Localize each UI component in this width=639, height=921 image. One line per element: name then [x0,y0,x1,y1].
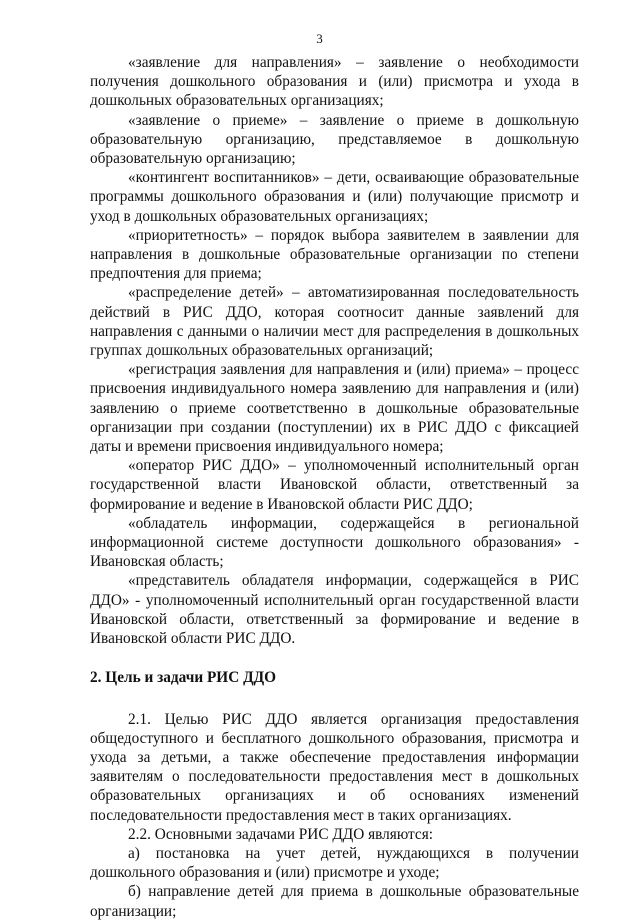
definition-paragraph: «приоритетность» – порядок выбора заявителем в заявлении для направления в дошкольные образовательные организации по степени предпочтения для приема; [90,226,579,283]
section-paragraph: 2.2. Основными задачами РИС ДДО являются: [128,825,434,843]
definition-paragraph: «заявление о приеме» – заявление о приеме в дошкольную образовательную организацию, представляемое в дошкольную образовательную организацию; [90,111,579,168]
definition-paragraph: «представитель обладателя информации, содержащейся в РИС ДДО» - уполномоченный исполнительный орган государственной власти Ивановской области, ответственный за формирование и ведение в Ивановской области РИС ДДО. [90,572,579,648]
definition-paragraph: «контингент воспитанников» – дети, осваивающие образовательные программы дошкольного образования и (или) получающие присмотр и уход в дошкольных образовательных организациях; [90,169,579,225]
section-heading: 2. Цель и задачи РИС ДДО [90,669,277,687]
page-number: 3 [316,31,323,46]
definition-paragraph: «распределение детей» – автоматизированная последовательность действий в РИС ДДО, которая соотносит данные заявлений для направления с данными о наличии мест для распределения в дошкольных группах дошкольных образовательных организаций; [90,284,579,360]
section-paragraph: б) направление детей для приема в дошкольные образовательные организации; [90,883,579,920]
definition-paragraph: «заявление для направления» – заявление о необходимости получения дошкольного образования и (или) присмотра и ухода в дошкольных образовательных организациях; [90,54,579,110]
section-paragraph: а) постановка на учет детей, нуждающихся в получении дошкольного образования и (или) присмотре и уходе; [90,844,579,882]
definition-paragraph: «оператор РИС ДДО» – уполномоченный исполнительный орган государственной власти Ивановской области, ответственный за формирование и ведение в Ивановской области РИС ДДО; [90,457,579,513]
section-paragraph: 2.1. Целью РИС ДДО является организация предоставления общедоступного и бесплатного дошкольного образования, присмотра и ухода за детьми, а также обеспечение предоставления информации заявителям о последовательности предоставления мест в дошкольных образовательных организациях и об основаниях изменений последовательности предоставления мест в таких организациях. [90,710,579,824]
definition-paragraph: «обладатель информации, содержащейся в региональной информационной системе доступности дошкольного образования» - Ивановская область; [90,514,579,571]
document-body [90,53,579,921]
definition-paragraph: «регистрация заявления для направления и (или) приема» – процесс присвоения индивидуального номера заявлению для направления и (или) заявлению о приеме соответственно в дошкольные образовательные организации при создании (поступлении) их в РИС ДДО с фиксацией даты и времени присвоения индивидуального номера; [90,361,579,456]
